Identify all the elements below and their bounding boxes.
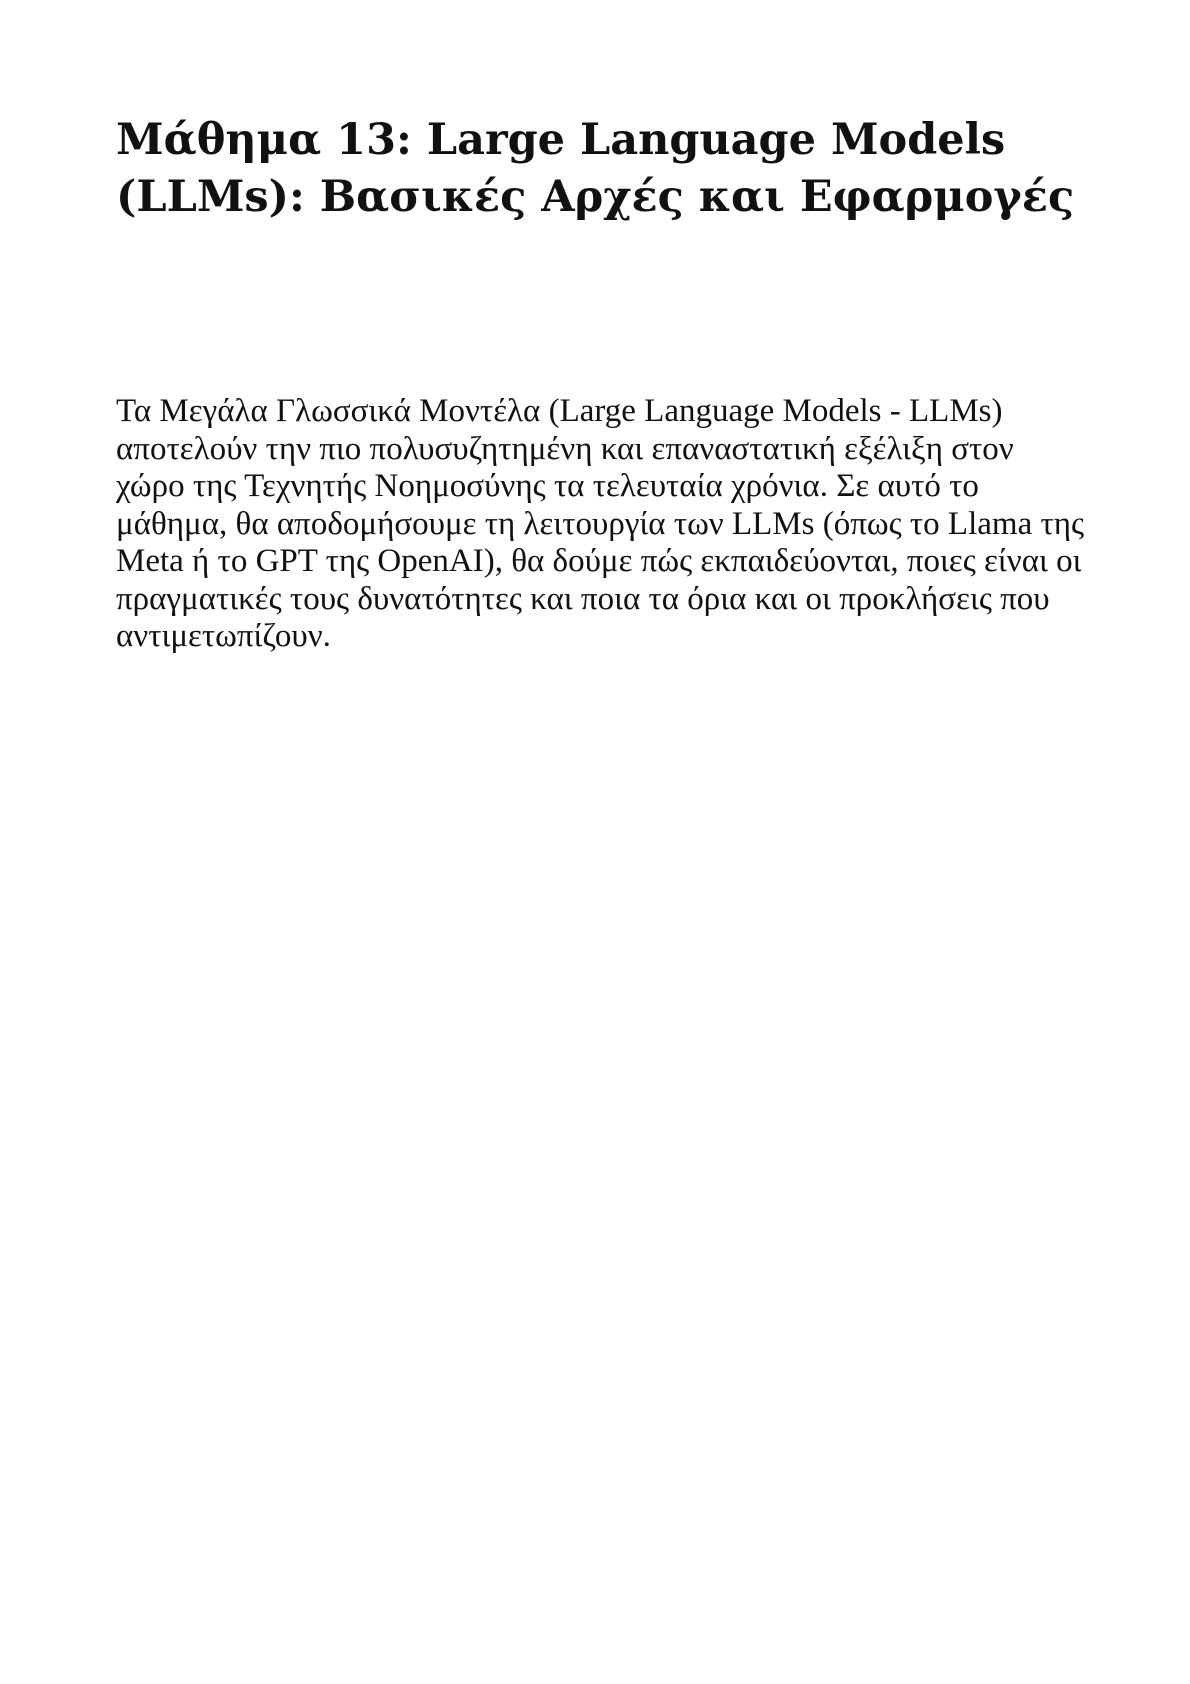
intro-paragraph: Τα Μεγάλα Γλωσσικά Μοντέλα (Large Language Models - LLMs) αποτελούν την πιο πολυσυζητημένη και επαναστατική εξέλιξη στον χώρο της Τεχνητής Νοημοσύνης τα τελευταία χρόνια. Σε αυτό το μάθημα, θα αποδομήσουμε τη λειτουργία των LLMs (όπως το Llama της Meta ή το GPT της OpenAI), θα δούμε πώς εκπαιδεύονται, ποιες είναι οι πραγματικές τους δυνατότητες και ποια τα όρια και οι προκλήσεις που αντιμετωπίζουν. bbox=[116, 393, 1085, 654]
page-title: Μάθημα 13: Large Language Models (LLMs): Βασικές Αρχές και Εφαρμογές bbox=[116, 115, 1075, 222]
